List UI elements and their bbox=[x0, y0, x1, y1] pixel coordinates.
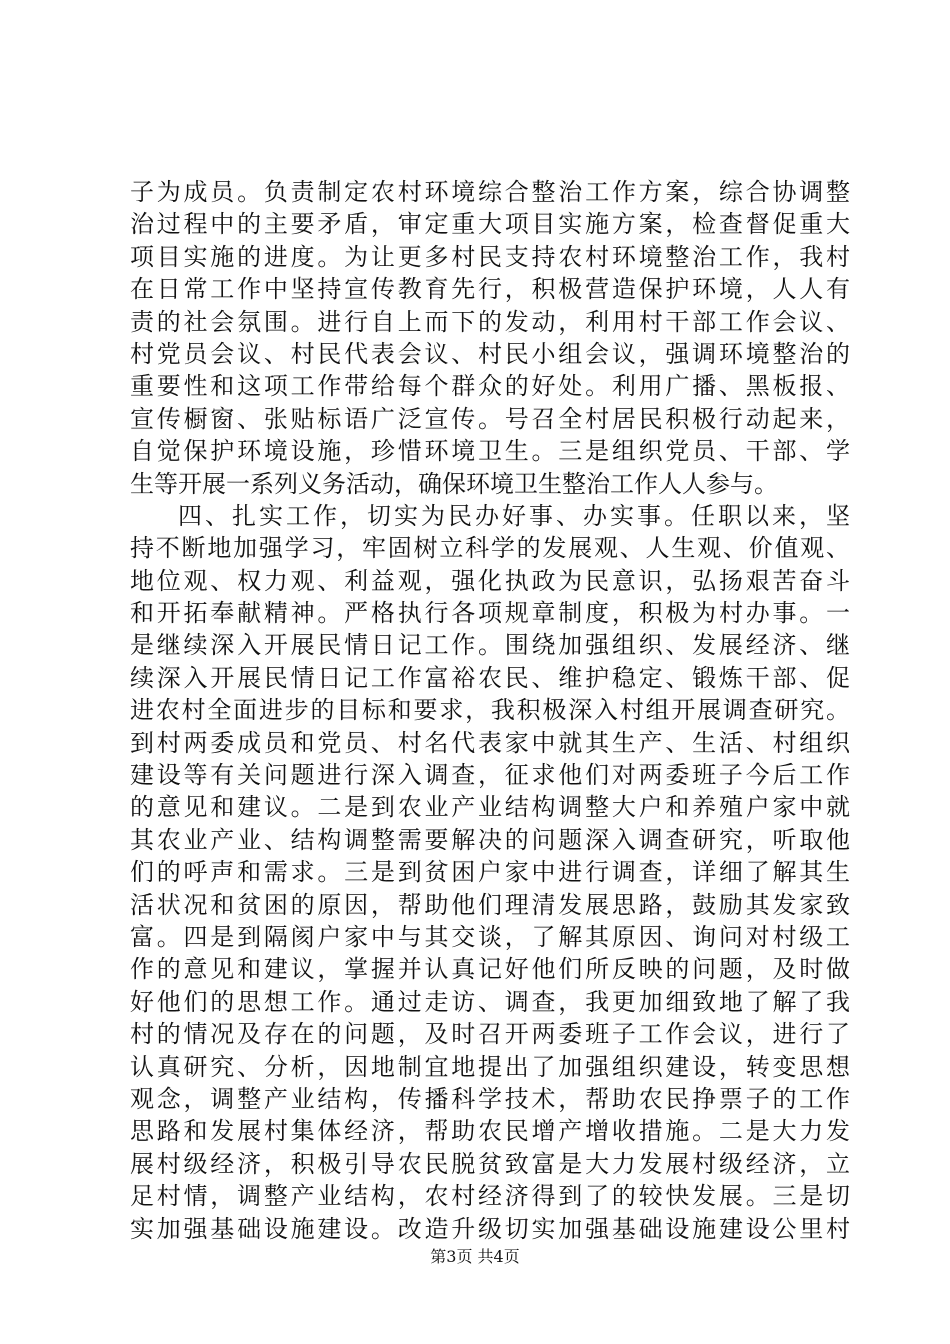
text-line: 进农村全面进步的目标和要求，我积极深入村组开展调查研究。 bbox=[130, 696, 850, 725]
text-line: 思路和发展村集体经济，帮助农民增产增收措施。二是大力发 bbox=[130, 1117, 850, 1146]
text-line: 责的社会氛围。进行自上而下的发动，利用村干部工作会议、 bbox=[130, 307, 850, 336]
text-line: 村党员会议、村民代表会议、村民小组会议，强调环境整治的 bbox=[130, 339, 850, 368]
text-line: 观念，调整产业结构，传播科学技术，帮助农民挣票子的工作 bbox=[130, 1084, 850, 1113]
body-text bbox=[130, 176, 850, 1245]
page-number: 第3页 共4页 bbox=[430, 1247, 520, 1266]
text-line: 村的情况及存在的问题，及时召开两委班子工作会议，进行了 bbox=[130, 1020, 850, 1049]
text-line: 自觉保护环境设施，珍惜环境卫生。三是组织党员、干部、学 bbox=[130, 437, 850, 466]
text-line: 其农业产业、结构调整需要解决的问题深入调查研究，听取他 bbox=[130, 825, 850, 854]
text-line: 展村级经济，积极引导农民脱贫致富是大力发展村级经济，立 bbox=[130, 1149, 850, 1178]
text-line: 作的意见和建议，掌握并认真记好他们所反映的问题，及时做 bbox=[130, 955, 850, 984]
text-line: 宣传橱窗、张贴标语广泛宣传。号召全村居民积极行动起来， bbox=[130, 404, 850, 433]
text-line: 认真研究、分析，因地制宜地提出了加强组织建设，转变思想 bbox=[130, 1052, 850, 1081]
paragraph-start-line: 四、扎实工作，切实为民办好事、办实事。任职以来，坚 bbox=[178, 501, 850, 530]
text-line: 重要性和这项工作带给每个群众的好处。利用广播、黑板报、 bbox=[130, 372, 850, 401]
text-line: 们的呼声和需求。三是到贫困户家中进行调查，详细了解其生 bbox=[130, 858, 850, 887]
text-line: 在日常工作中坚持宣传教育先行，积极营造保护环境，人人有 bbox=[130, 275, 850, 304]
text-line: 项目实施的进度。为让更多村民支持农村环境整治工作，我村 bbox=[130, 242, 850, 271]
text-line: 富。四是到隔阂户家中与其交谈，了解其原因、询问对村级工 bbox=[130, 922, 850, 951]
text-line: 的意见和建议。二是到农业产业结构调整大户和养殖户家中就 bbox=[130, 793, 850, 822]
page-footer bbox=[0, 1244, 950, 1267]
text-line: 子为成员。负责制定农村环境综合整治工作方案，综合协调整 bbox=[130, 178, 850, 206]
text-line: 和开拓奉献精神。严格执行各项规章制度，积极为村办事。一 bbox=[130, 599, 850, 628]
text-line: 是继续深入开展民情日记工作。围绕加强组织、发展经济、继 bbox=[130, 631, 850, 660]
text-line: 活状况和贫困的原因，帮助他们理清发展思路，鼓励其发家致 bbox=[130, 890, 850, 919]
text-line: 建设等有关问题进行深入调查，征求他们对两委班子今后工作 bbox=[130, 761, 850, 790]
text-line: 好他们的思想工作。通过走访、调查，我更加细致地了解了我 bbox=[130, 987, 850, 1016]
text-line: 持不断地加强学习，牢固树立科学的发展观、人生观、价值观、 bbox=[130, 534, 850, 563]
text-line: 实加强基础设施建设。改造升级切实加强基础设施建设公里村 bbox=[130, 1214, 850, 1243]
text-line: 到村两委成员和党员、村名代表家中就其生产、生活、村组织 bbox=[130, 728, 850, 757]
text-line: 续深入开展民情日记工作富裕农民、维护稳定、锻炼干部、促 bbox=[130, 663, 850, 692]
text-line: 足村情，调整产业结构，农村经济得到了的较快发展。三是切 bbox=[130, 1182, 850, 1211]
text-line: 生等开展一系列义务活动，确保环境卫生整治工作人人参与。 bbox=[130, 469, 778, 498]
text-line: 治过程中的主要矛盾，审定重大项目实施方案，检查督促重大 bbox=[130, 210, 850, 239]
text-line: 地位观、权力观、利益观，强化执政为民意识，弘扬艰苦奋斗 bbox=[130, 566, 850, 595]
